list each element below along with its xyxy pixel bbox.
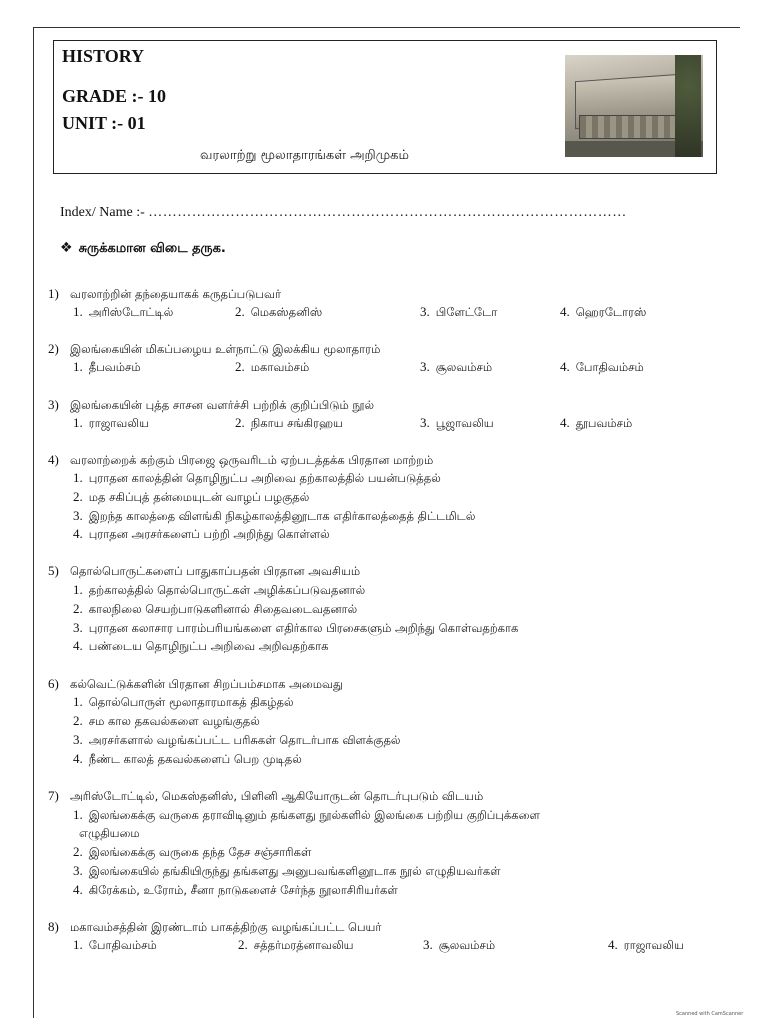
option-text: தீபவம்சம் <box>88 360 141 374</box>
option-text: மகாவம்சம் <box>250 360 310 374</box>
question-text: அரிஸ்டோட்டில், மெகஸ்தனிஸ், பிளினி ஆகியோருடன் தொடர்புபடும் விடயம் <box>70 789 484 803</box>
q1-option-2[interactable] <box>235 304 322 321</box>
option-number: 2. <box>235 359 245 374</box>
option-text: சூலவம்சம் <box>438 938 496 952</box>
q7-option-4[interactable] <box>73 882 398 899</box>
q6-option-1[interactable] <box>73 694 294 711</box>
question-text: இலங்கையின் மிகப்பழைய உள்நாட்டு இலக்கிய மூலாதாரம் <box>70 342 381 356</box>
question-number: 2) <box>48 341 59 356</box>
question-number: 3) <box>48 397 59 412</box>
photo-tree <box>675 55 701 157</box>
option-text: சூலவம்சம் <box>435 360 493 374</box>
question-2 <box>48 341 380 358</box>
index-dots: ……………………………………………………………………………………… <box>148 205 627 220</box>
option-text: பண்டைய தொழிநுட்ப அறிவை அறிவதற்காக <box>88 639 329 653</box>
q1-option-1[interactable] <box>73 304 173 321</box>
option-text: புராதன காலத்தின் தொழிநுட்ப அறிவை தற்காலத்தில் பயன்படுத்தல் <box>88 471 441 485</box>
option-text: ராஜாவலிய <box>623 938 684 952</box>
option-number: 4. <box>73 526 83 541</box>
option-text: தூபவம்சம் <box>575 416 633 430</box>
option-text: இலங்கைக்கு வருகை தராவிடினும் தங்களது நூல்களில் இலங்கை பற்றிய குறிப்புக்களை <box>88 808 540 822</box>
option-text: பூஜாவலிய <box>435 416 494 430</box>
q8-option-4[interactable] <box>608 937 684 954</box>
q3-option-2[interactable] <box>235 415 343 432</box>
option-number: 3. <box>73 863 83 878</box>
option-number: 1. <box>73 470 83 485</box>
question-text: வரலாற்றைக் கற்கும் பிரஜை ஒருவரிடம் ஏற்படத்தக்க பிரதான மாற்றம் <box>70 453 434 467</box>
question-text: வரலாற்றின் தந்தையாகக் கருதப்படுபவர் <box>70 287 281 301</box>
question-4 <box>48 452 433 469</box>
option-text: ராஜாவலிய <box>88 416 149 430</box>
index-label: Index/ Name :- <box>60 205 145 220</box>
q6-option-2[interactable] <box>73 713 260 730</box>
option-number: 2. <box>235 415 245 430</box>
option-number: 3. <box>420 304 430 319</box>
q8-option-1[interactable] <box>73 937 157 954</box>
option-text: புராதன கலாசார பாரம்பரியங்களை எதிர்கால பிரசைகளும் அறிந்து கொள்வதற்காக <box>88 621 519 635</box>
unit-heading: UNIT :- 01 <box>62 113 146 133</box>
option-text: மத சகிப்புத் தன்மையுடன் வாழப் பழகுதல் <box>88 490 310 504</box>
q1-option-3[interactable] <box>420 304 497 321</box>
option-number: 1. <box>73 694 83 709</box>
question-1 <box>48 286 281 303</box>
q2-option-4[interactable] <box>560 359 644 376</box>
option-number: 4. <box>608 937 618 952</box>
option-number: 3. <box>73 508 83 523</box>
q3-option-3[interactable] <box>420 415 494 432</box>
question-number: 8) <box>48 919 59 934</box>
option-text: இறந்த காலத்தை விளங்கி நிகழ்காலத்தினூடாக எதிர்காலத்தைத் திட்டமிடல் <box>88 509 476 523</box>
q5-option-2[interactable] <box>73 601 357 618</box>
q7-option-1[interactable] <box>73 807 540 824</box>
q3-option-4[interactable] <box>560 415 632 432</box>
diamond-bullet-icon: ❖ <box>60 240 73 256</box>
option-text: நிகாய சங்கிரஹய <box>250 416 343 430</box>
option-text: நீண்ட காலத் தகவல்களைப் பெற முடிதல் <box>88 752 302 766</box>
option-number: 4. <box>560 359 570 374</box>
option-number: 2. <box>73 489 83 504</box>
subject-heading: HISTORY <box>62 46 145 66</box>
option-number: 2. <box>73 713 83 728</box>
scanner-watermark: Scanned with CamScanner <box>676 1011 744 1017</box>
option-number: 4. <box>73 882 83 897</box>
question-text: இலங்கையின் புத்த சாசன வளர்ச்சி பற்றிக் குறிப்பிடும் நூல் <box>70 398 374 412</box>
option-text: காலநிலை செயற்பாடுகளினால் சிதைவடைவதனால் <box>88 602 358 616</box>
q7-option-3[interactable] <box>73 863 501 880</box>
question-number: 1) <box>48 286 59 301</box>
question-7 <box>48 788 483 805</box>
question-number: 5) <box>48 563 59 578</box>
question-text: மகாவம்சத்தின் இரண்டாம் பாகத்திற்கு வழங்கப்பட்ட பெயர் <box>70 920 382 934</box>
option-number: 2. <box>73 601 83 616</box>
option-number: 1. <box>73 582 83 597</box>
option-number: 1. <box>73 415 83 430</box>
question-number: 6) <box>48 676 59 691</box>
instruction <box>60 240 226 257</box>
stone-artifact-photo <box>565 55 703 157</box>
option-text: சத்தர்மரத்னாவலிய <box>253 938 354 952</box>
option-number: 2. <box>235 304 245 319</box>
question-text: கல்வெட்டுக்களின் பிரதான சிறப்பம்சமாக அமைவது <box>70 677 343 691</box>
q2-option-1[interactable] <box>73 359 141 376</box>
option-text: தொல்பொருள் மூலாதாரமாகத் திகழ்தல் <box>88 695 294 709</box>
option-text: போதிவம்சம் <box>88 938 157 952</box>
q7-option-1-continued <box>79 826 140 842</box>
q6-option-4[interactable] <box>73 751 302 768</box>
option-text: இலங்கையில் தங்கியிருந்து தங்களது அனுபவங்களினூடாக நூல் எழுதியவர்கள் <box>88 864 501 878</box>
option-text: அரசர்களால் வழங்கப்பட்ட பரிசுகள் தொடர்பாக விளக்குதல் <box>88 733 401 747</box>
option-text: மெகஸ்தனிஸ் <box>250 305 323 319</box>
q8-option-2[interactable] <box>238 937 354 954</box>
option-number: 1. <box>73 937 83 952</box>
q5-option-3[interactable] <box>73 620 518 637</box>
q5-option-4[interactable] <box>73 638 329 655</box>
q7-option-2[interactable] <box>73 844 311 861</box>
option-text: கிரேக்கம், உரோம், சீனா நாடுகளைச் சேர்ந்த நூலாசிரியர்கள் <box>88 883 398 897</box>
option-number: 1. <box>73 359 83 374</box>
lesson-title: வரலாற்று மூலாதாரங்கள் அறிமுகம் <box>200 148 409 163</box>
q4-option-2[interactable] <box>73 489 309 506</box>
q6-option-3[interactable] <box>73 732 400 749</box>
option-number: 2. <box>73 844 83 859</box>
q2-option-2[interactable] <box>235 359 309 376</box>
instruction-text: சுருக்கமான விடை தருக. <box>78 241 226 256</box>
option-number: 4. <box>560 415 570 430</box>
question-number: 4) <box>48 452 59 467</box>
index-name-line[interactable] <box>60 205 627 221</box>
option-number: 3. <box>423 937 433 952</box>
question-6 <box>48 676 343 693</box>
q4-option-1[interactable] <box>73 470 441 487</box>
option-text: போதிவம்சம் <box>575 360 644 374</box>
q4-option-4[interactable] <box>73 526 330 543</box>
grade-heading: GRADE :- 10 <box>62 86 166 106</box>
question-5 <box>48 563 360 580</box>
option-text: இலங்கைக்கு வருகை தந்த தேச சஞ்சாரிகள் <box>88 845 312 859</box>
q3-option-1[interactable] <box>73 415 149 432</box>
q2-option-3[interactable] <box>420 359 492 376</box>
option-number: 3. <box>73 732 83 747</box>
option-number: 3. <box>420 415 430 430</box>
option-text: ஹெரடோரஸ் <box>575 305 647 319</box>
question-3 <box>48 397 374 414</box>
option-text: எழுதியமை <box>79 826 140 840</box>
option-number: 1. <box>73 304 83 319</box>
option-number: 2. <box>238 937 248 952</box>
option-number: 4. <box>73 751 83 766</box>
q4-option-3[interactable] <box>73 508 475 525</box>
question-number: 7) <box>48 788 59 803</box>
option-text: சம கால தகவல்களை வழங்குதல் <box>88 714 260 728</box>
question-text: தொல்பொருட்களைப் பாதுகாப்பதன் பிரதான அவசியம் <box>70 564 361 578</box>
q8-option-3[interactable] <box>423 937 495 954</box>
option-number: 1. <box>73 807 83 822</box>
option-number: 3. <box>420 359 430 374</box>
option-text: தற்காலத்தில் தொல்பொருட்கள் அழிக்கப்படுவதனால் <box>88 583 366 597</box>
option-text: பிளேட்டோ <box>435 305 498 319</box>
option-text: அரிஸ்டோட்டில் <box>88 305 174 319</box>
option-number: 3. <box>73 620 83 635</box>
q1-option-4[interactable] <box>560 304 646 321</box>
option-number: 4. <box>560 304 570 319</box>
question-8 <box>48 919 381 936</box>
q5-option-1[interactable] <box>73 582 365 599</box>
option-text: புராதன அரசர்களைப் பற்றி அறிந்து கொள்ளல் <box>88 527 330 541</box>
option-number: 4. <box>73 638 83 653</box>
